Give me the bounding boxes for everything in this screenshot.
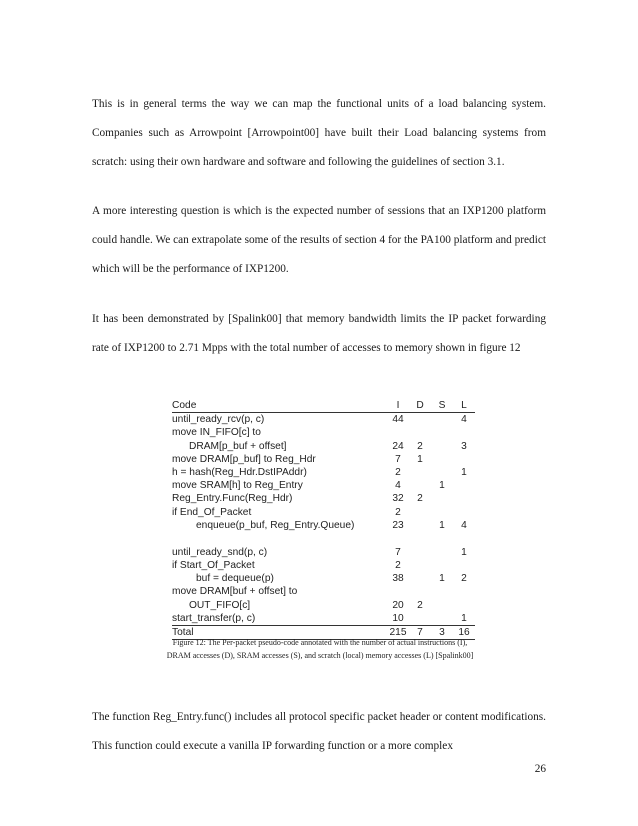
i-cell: 44 <box>392 414 404 426</box>
i-cell: 23 <box>392 519 404 531</box>
table-row <box>172 506 475 519</box>
s-cell: 1 <box>439 519 445 531</box>
total-s: 3 <box>439 627 445 638</box>
s-cell: 1 <box>439 573 445 585</box>
d-cell <box>409 426 431 439</box>
code-cell: if End_Of_Packet <box>172 506 252 518</box>
i-cell <box>387 585 409 598</box>
s-cell <box>431 506 453 519</box>
table-spacer <box>172 532 475 546</box>
table-row <box>172 426 475 439</box>
i-cell: 7 <box>395 546 401 558</box>
s-cell <box>431 453 453 466</box>
caption-line: DRAM accesses (D), SRAM accesses (S), and scratch (local) memory accesses (L) [Spalink00] <box>166 651 474 660</box>
table-row <box>172 466 475 479</box>
d-cell: 2 <box>417 599 423 611</box>
l-cell: 2 <box>461 573 467 585</box>
header-l: L <box>461 400 467 411</box>
s-cell <box>431 599 453 612</box>
l-cell <box>453 453 475 466</box>
table-row <box>172 413 475 426</box>
i-cell: 10 <box>392 612 404 624</box>
code-cell: buf = dequeue(p) <box>196 573 274 585</box>
l-cell <box>453 492 475 505</box>
table-row <box>172 572 475 585</box>
d-cell <box>409 479 431 492</box>
paragraph-sessions-question: A more interesting question is which is the expected number of sessions that an IXP1200 platform could handle. We can extrapolate some of the results of section 4 for the PA100 platform and predict which will be the performance of IXP1200. <box>92 205 546 275</box>
code-cell: move IN_FIFO[c] to <box>172 427 261 439</box>
s-cell <box>431 546 453 559</box>
table-row <box>172 440 475 453</box>
total-label: Total <box>172 627 194 638</box>
l-cell: 4 <box>461 519 467 531</box>
paragraph-load-balancing: This is in general terms the way we can map the functional units of a load balancing system. Companies such as Arrowpoint [Arrowpoint00] have built their Load balancing systems from scratch: using their own hardware and software and following the guidelines of section 3.1. <box>92 98 546 168</box>
s-cell <box>431 466 453 479</box>
header-code: Code <box>172 400 197 411</box>
d-cell <box>409 519 431 532</box>
s-cell <box>431 612 453 625</box>
i-cell <box>387 426 409 439</box>
code-cell: move DRAM[buf + offset] to <box>172 586 298 598</box>
s-cell <box>431 426 453 439</box>
total-l: 16 <box>458 627 470 638</box>
table-row <box>172 599 475 612</box>
code-cell: move SRAM[h] to Reg_Entry <box>172 480 303 492</box>
l-cell: 1 <box>461 612 467 624</box>
header-i: I <box>396 400 400 411</box>
code-cell: move DRAM[p_buf] to Reg_Hdr <box>172 453 316 465</box>
i-cell: 4 <box>395 480 401 492</box>
d-cell <box>409 413 431 426</box>
table-row <box>172 559 475 572</box>
d-cell <box>409 559 431 572</box>
header-d: D <box>416 400 424 411</box>
i-cell: 7 <box>395 453 401 465</box>
i-cell: 2 <box>395 506 401 518</box>
d-cell <box>409 506 431 519</box>
paragraph-memory-bandwidth: It has been demonstrated by [Spalink00] that memory bandwidth limits the IP packet forwarding rate of IXP1200 to 2.71 Mpps with the total number of accesses to memory shown in figure 12 <box>92 313 546 354</box>
l-cell: 1 <box>461 466 467 478</box>
s-cell <box>431 413 453 426</box>
header-s: S <box>438 400 446 411</box>
table-row <box>172 612 475 625</box>
s-cell: 1 <box>439 480 445 492</box>
table-row <box>172 492 475 505</box>
code-cell: OUT_FIFO[c] <box>189 599 251 611</box>
d-cell: 2 <box>417 440 423 452</box>
total-i: 215 <box>389 627 407 638</box>
code-cell: enqueue(p_buf, Reg_Entry.Queue) <box>196 519 355 531</box>
d-cell <box>409 572 431 585</box>
i-cell: 24 <box>392 440 404 452</box>
figure-caption <box>150 636 490 662</box>
l-cell: 3 <box>461 440 467 452</box>
table-row <box>172 519 475 532</box>
table-row <box>172 585 475 598</box>
code-cell: Reg_Entry.Func(Reg_Hdr) <box>172 493 293 505</box>
l-cell <box>453 426 475 439</box>
i-cell: 20 <box>392 599 404 611</box>
l-cell <box>453 479 475 492</box>
caption-line: Figure 12: The Per-packet pseudo-code annotated with the number of actual instructions (I), <box>172 638 468 647</box>
page-number: 26 <box>534 763 546 775</box>
l-cell <box>453 559 475 572</box>
total-d: 7 <box>417 627 423 638</box>
code-cell: until_ready_rcv(p, c) <box>172 414 265 426</box>
d-cell: 1 <box>417 453 423 465</box>
table-header-row <box>172 399 475 413</box>
code-cell: start_transfer(p, c) <box>172 612 256 624</box>
code-cell: if Start_Of_Packet <box>172 560 255 572</box>
s-cell <box>431 585 453 598</box>
s-cell <box>431 492 453 505</box>
table-row <box>172 453 475 466</box>
pseudo-code-table <box>172 399 475 640</box>
table-row <box>172 479 475 492</box>
d-cell <box>409 466 431 479</box>
i-cell: 38 <box>392 573 404 585</box>
l-cell <box>453 585 475 598</box>
table-row <box>172 546 475 559</box>
l-cell <box>453 599 475 612</box>
d-cell: 2 <box>417 493 423 505</box>
code-cell: until_ready_snd(p, c) <box>172 546 268 558</box>
l-cell: 4 <box>461 414 467 426</box>
i-cell: 2 <box>395 560 401 572</box>
i-cell: 2 <box>395 466 401 478</box>
paragraph-reg-entry-func: The function Reg_Entry.func() includes all protocol specific packet header or content modifications. This function could execute a vanilla IP forwarding function or a more complex <box>92 711 546 752</box>
d-cell <box>409 546 431 559</box>
l-cell: 1 <box>461 546 467 558</box>
s-cell <box>431 440 453 453</box>
d-cell <box>409 585 431 598</box>
l-cell <box>453 506 475 519</box>
d-cell <box>409 612 431 625</box>
s-cell <box>431 559 453 572</box>
code-cell: DRAM[p_buf + offset] <box>189 440 287 452</box>
i-cell: 32 <box>392 493 404 505</box>
code-cell: h = hash(Reg_Hdr.DstIPAddr) <box>172 466 307 478</box>
table-body <box>172 413 475 625</box>
